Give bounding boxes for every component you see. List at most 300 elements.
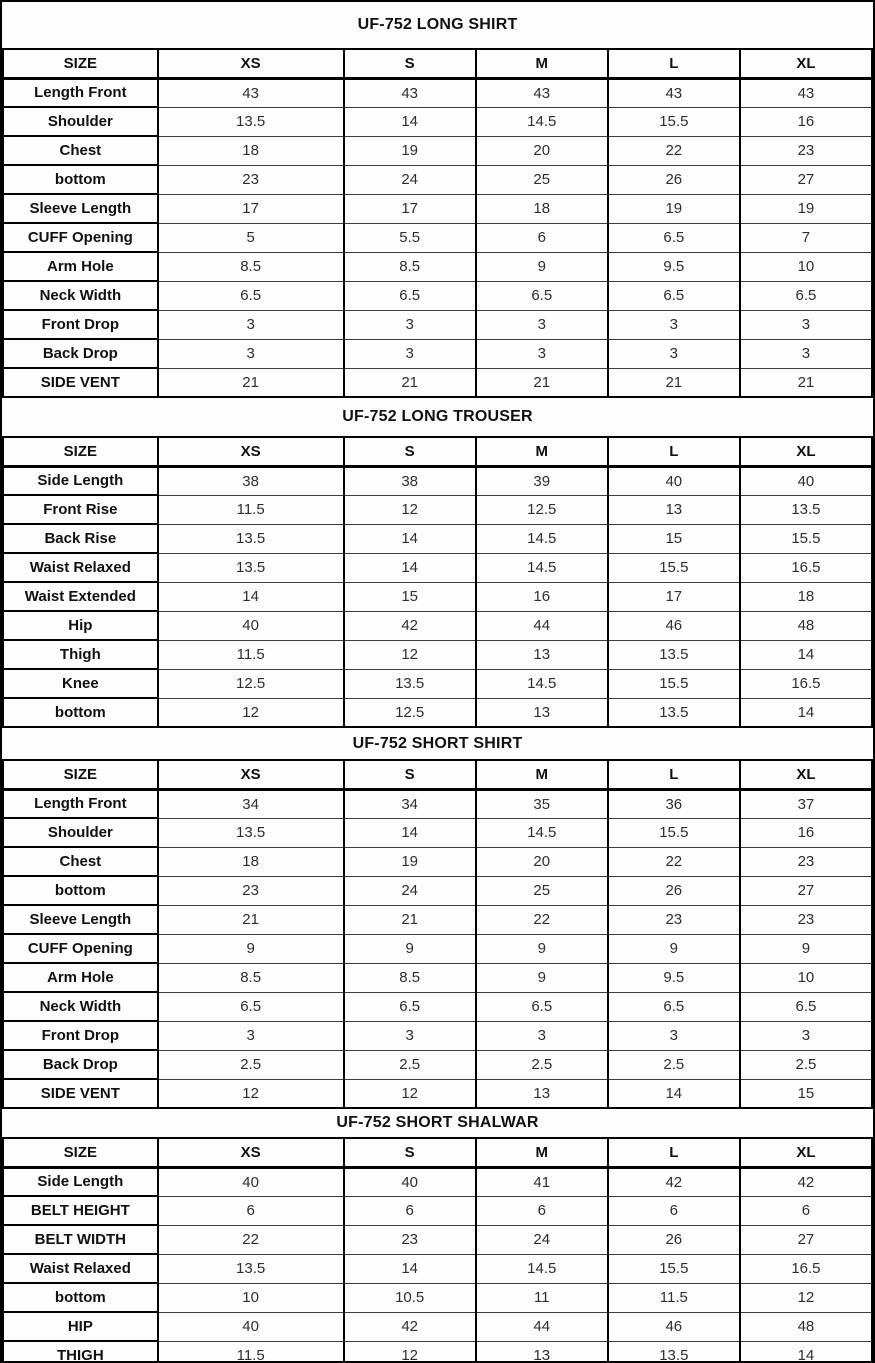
measurement-value-cell: 22: [158, 1225, 344, 1254]
measurement-value-cell: 14: [344, 553, 476, 582]
measurement-value-cell: 3: [608, 339, 740, 368]
measurement-value-cell: 2.5: [158, 1050, 344, 1079]
size-column-header-cell: XL: [740, 437, 872, 466]
measurement-value-cell: 12: [158, 698, 344, 727]
row-label-cell: Knee: [3, 669, 158, 698]
measurement-value-cell: 14.5: [476, 107, 608, 136]
measurement-value-cell: 9.5: [608, 252, 740, 281]
measurement-value-cell: 6.5: [158, 281, 344, 310]
measurement-value-cell: 13.5: [740, 495, 872, 524]
measurement-value-cell: 43: [740, 78, 872, 107]
measurement-value-cell: 43: [158, 78, 344, 107]
row-label-cell: Chest: [3, 136, 158, 165]
header-row: [3, 49, 872, 78]
row-label-cell: Thigh: [3, 640, 158, 669]
measurement-value-cell: 23: [158, 876, 344, 905]
measurement-value-cell: 3: [608, 310, 740, 339]
measurement-value-cell: 27: [740, 165, 872, 194]
row-label-cell: Chest: [3, 847, 158, 876]
measurement-value-cell: 18: [476, 194, 608, 223]
measurement-value-cell: 3: [344, 339, 476, 368]
measurement-row: [3, 252, 872, 281]
measurement-value-cell: 16: [740, 818, 872, 847]
size-column-header-cell: XL: [740, 1138, 872, 1167]
measurement-value-cell: 14: [344, 524, 476, 553]
measurement-value-cell: 25: [476, 165, 608, 194]
measurement-value-cell: 21: [344, 368, 476, 397]
size-column-header-cell: S: [344, 437, 476, 466]
measurement-value-cell: 24: [344, 165, 476, 194]
measurement-value-cell: 22: [608, 136, 740, 165]
measurement-value-cell: 14: [344, 1254, 476, 1283]
measurement-value-cell: 14: [608, 1079, 740, 1108]
measurement-row: [3, 136, 872, 165]
measurement-value-cell: 10: [740, 252, 872, 281]
measurement-value-cell: 14.5: [476, 818, 608, 847]
measurement-value-cell: 3: [158, 1021, 344, 1050]
measurement-value-cell: 34: [158, 789, 344, 818]
measurement-value-cell: 9: [476, 934, 608, 963]
measurement-value-cell: 12: [740, 1283, 872, 1312]
measurement-value-cell: 26: [608, 1225, 740, 1254]
measurement-value-cell: 13.5: [344, 669, 476, 698]
measurement-value-cell: 27: [740, 1225, 872, 1254]
measurement-value-cell: 15.5: [608, 669, 740, 698]
row-label-cell: Waist Relaxed: [3, 1254, 158, 1283]
measurement-value-cell: 15.5: [740, 524, 872, 553]
measurement-value-cell: 22: [608, 847, 740, 876]
row-label-cell: Front Drop: [3, 1021, 158, 1050]
measurement-row: [3, 310, 872, 339]
row-label-cell: Length Front: [3, 789, 158, 818]
measurement-value-cell: 16.5: [740, 553, 872, 582]
row-label-cell: Front Rise: [3, 495, 158, 524]
measurement-value-cell: 40: [158, 1312, 344, 1341]
measurement-row: [3, 165, 872, 194]
measurement-value-cell: 16.5: [740, 1254, 872, 1283]
measurement-row: [3, 107, 872, 136]
measurement-value-cell: 35: [476, 789, 608, 818]
measurement-value-cell: 8.5: [158, 252, 344, 281]
table-title-long-trouser: UF-752 LONG TROUSER: [342, 408, 533, 425]
measurement-value-cell: 38: [344, 466, 476, 495]
size-label-header-cell: SIZE: [3, 49, 158, 78]
measurement-value-cell: 24: [344, 876, 476, 905]
measurement-value-cell: 40: [608, 466, 740, 495]
measurement-value-cell: 2.5: [476, 1050, 608, 1079]
measurement-value-cell: 46: [608, 611, 740, 640]
measurement-value-cell: 13: [476, 640, 608, 669]
measurement-value-cell: 6.5: [740, 281, 872, 310]
measurement-value-cell: 13.5: [608, 698, 740, 727]
measurement-value-cell: 14.5: [476, 669, 608, 698]
measurement-row: [3, 1167, 872, 1196]
measurement-value-cell: 23: [740, 847, 872, 876]
measurement-row: [3, 495, 872, 524]
measurement-row: [3, 698, 872, 727]
table-title-short-shirt: UF-752 SHORT SHIRT: [352, 734, 523, 752]
row-label-cell: Back Rise: [3, 524, 158, 553]
measurement-value-cell: 16: [740, 107, 872, 136]
size-column-header-cell: XS: [158, 437, 344, 466]
measurement-value-cell: 17: [158, 194, 344, 223]
measurement-value-cell: 9: [344, 934, 476, 963]
size-column-header-cell: L: [608, 1138, 740, 1167]
measurement-row: [3, 466, 872, 495]
row-label-cell: Hip: [3, 611, 158, 640]
header-row: [3, 437, 872, 466]
measurement-value-cell: 21: [608, 368, 740, 397]
measurement-row: [3, 905, 872, 934]
measurement-value-cell: 13.5: [158, 1254, 344, 1283]
size-table-long-trouser: [2, 436, 873, 728]
size-label-header-cell: SIZE: [3, 1138, 158, 1167]
measurement-value-cell: 6.5: [608, 992, 740, 1021]
measurement-row: [3, 992, 872, 1021]
measurement-value-cell: 40: [158, 611, 344, 640]
measurement-value-cell: 13.5: [158, 818, 344, 847]
measurement-value-cell: 6: [344, 1196, 476, 1225]
measurement-row: [3, 524, 872, 553]
measurement-value-cell: 6.5: [344, 992, 476, 1021]
row-label-cell: Waist Extended: [3, 582, 158, 611]
row-label-cell: SIDE VENT: [3, 1079, 158, 1108]
measurement-value-cell: 3: [344, 310, 476, 339]
measurement-value-cell: 5.5: [344, 223, 476, 252]
measurement-value-cell: 21: [476, 368, 608, 397]
measurement-row: [3, 934, 872, 963]
measurement-value-cell: 3: [740, 339, 872, 368]
row-label-cell: CUFF Opening: [3, 223, 158, 252]
measurement-value-cell: 42: [344, 1312, 476, 1341]
measurement-value-cell: 40: [740, 466, 872, 495]
header-row: [3, 760, 872, 789]
size-column-header-cell: M: [476, 49, 608, 78]
measurement-value-cell: 10: [158, 1283, 344, 1312]
size-column-header-cell: L: [608, 49, 740, 78]
measurement-value-cell: 6.5: [344, 281, 476, 310]
row-label-cell: Back Drop: [3, 339, 158, 368]
measurement-value-cell: 9: [158, 934, 344, 963]
measurement-value-cell: 6: [608, 1196, 740, 1225]
measurement-row: [3, 1312, 872, 1341]
row-label-cell: Front Drop: [3, 310, 158, 339]
measurement-value-cell: 3: [158, 310, 344, 339]
measurement-value-cell: 48: [740, 611, 872, 640]
measurement-row: [3, 368, 872, 397]
measurement-value-cell: 16: [476, 582, 608, 611]
row-label-cell: Shoulder: [3, 107, 158, 136]
measurement-value-cell: 14.5: [476, 524, 608, 553]
measurement-value-cell: 3: [740, 1021, 872, 1050]
row-label-cell: HIP: [3, 1312, 158, 1341]
measurement-value-cell: 39: [476, 466, 608, 495]
row-label-cell: BELT WIDTH: [3, 1225, 158, 1254]
size-column-header-cell: S: [344, 49, 476, 78]
size-label-header-cell: SIZE: [3, 760, 158, 789]
measurement-value-cell: 26: [608, 876, 740, 905]
measurement-value-cell: 6.5: [740, 992, 872, 1021]
measurement-value-cell: 36: [608, 789, 740, 818]
measurement-value-cell: 14: [344, 107, 476, 136]
measurement-value-cell: 38: [158, 466, 344, 495]
size-table-short-shirt: [2, 759, 873, 1109]
measurement-value-cell: 12.5: [476, 495, 608, 524]
size-column-header-cell: XS: [158, 760, 344, 789]
size-column-header-cell: M: [476, 760, 608, 789]
measurement-value-cell: 6.5: [476, 992, 608, 1021]
measurement-value-cell: 13: [476, 698, 608, 727]
measurement-value-cell: 10: [740, 963, 872, 992]
measurement-value-cell: 44: [476, 1312, 608, 1341]
measurement-value-cell: 15.5: [608, 553, 740, 582]
measurement-value-cell: 6.5: [476, 281, 608, 310]
measurement-value-cell: 6.5: [158, 992, 344, 1021]
measurement-value-cell: 13.5: [158, 524, 344, 553]
row-label-cell: Side Length: [3, 466, 158, 495]
measurement-value-cell: 26: [608, 165, 740, 194]
measurement-value-cell: 37: [740, 789, 872, 818]
header-row: [3, 1138, 872, 1167]
size-column-header-cell: XL: [740, 760, 872, 789]
measurement-value-cell: 15.5: [608, 1254, 740, 1283]
measurement-row: [3, 640, 872, 669]
row-label-cell: bottom: [3, 1283, 158, 1312]
size-label-header-cell: SIZE: [3, 437, 158, 466]
table-title-long-shirt: UF-752 LONG SHIRT: [357, 16, 518, 33]
measurement-value-cell: 18: [158, 136, 344, 165]
measurement-value-cell: 6: [476, 1196, 608, 1225]
measurement-row: [3, 1079, 872, 1108]
measurement-value-cell: 14: [740, 698, 872, 727]
row-label-cell: Sleeve Length: [3, 905, 158, 934]
measurement-value-cell: 23: [344, 1225, 476, 1254]
measurement-value-cell: 23: [158, 165, 344, 194]
measurement-value-cell: 43: [608, 78, 740, 107]
measurement-value-cell: 21: [158, 905, 344, 934]
measurement-value-cell: 42: [740, 1167, 872, 1196]
measurement-value-cell: 14: [158, 582, 344, 611]
measurement-value-cell: 11.5: [158, 1341, 344, 1363]
measurement-value-cell: 3: [608, 1021, 740, 1050]
measurement-value-cell: 6: [740, 1196, 872, 1225]
measurement-value-cell: 6.5: [608, 281, 740, 310]
measurement-value-cell: 15: [740, 1079, 872, 1108]
measurement-value-cell: 19: [740, 194, 872, 223]
measurement-value-cell: 6: [476, 223, 608, 252]
measurement-value-cell: 15.5: [608, 818, 740, 847]
size-column-header-cell: L: [608, 437, 740, 466]
measurement-value-cell: 21: [740, 368, 872, 397]
row-label-cell: Waist Relaxed: [3, 553, 158, 582]
measurement-value-cell: 14: [344, 818, 476, 847]
measurement-value-cell: 11: [476, 1283, 608, 1312]
measurement-row: [3, 876, 872, 905]
measurement-row: [3, 1050, 872, 1079]
measurement-value-cell: 15: [344, 582, 476, 611]
measurement-value-cell: 16.5: [740, 669, 872, 698]
measurement-value-cell: 12: [344, 495, 476, 524]
size-column-header-cell: L: [608, 760, 740, 789]
measurement-value-cell: 9.5: [608, 963, 740, 992]
measurement-value-cell: 19: [608, 194, 740, 223]
measurement-value-cell: 9: [740, 934, 872, 963]
row-label-cell: SIDE VENT: [3, 368, 158, 397]
measurement-value-cell: 8.5: [344, 963, 476, 992]
measurement-value-cell: 42: [344, 611, 476, 640]
measurement-value-cell: 11.5: [158, 495, 344, 524]
measurement-value-cell: 17: [344, 194, 476, 223]
measurement-value-cell: 14.5: [476, 1254, 608, 1283]
measurement-value-cell: 13: [476, 1079, 608, 1108]
measurement-value-cell: 8.5: [344, 252, 476, 281]
measurement-value-cell: 12: [344, 640, 476, 669]
measurement-row: [3, 1254, 872, 1283]
measurement-row: [3, 789, 872, 818]
measurement-row: [3, 1341, 872, 1363]
measurement-value-cell: 12: [344, 1341, 476, 1363]
measurement-value-cell: 44: [476, 611, 608, 640]
measurement-value-cell: 14: [740, 640, 872, 669]
measurement-row: [3, 1225, 872, 1254]
measurement-value-cell: 23: [740, 905, 872, 934]
measurement-value-cell: 6.5: [608, 223, 740, 252]
row-label-cell: Side Length: [3, 1167, 158, 1196]
row-label-cell: bottom: [3, 165, 158, 194]
measurement-value-cell: 13: [476, 1341, 608, 1363]
measurement-value-cell: 34: [344, 789, 476, 818]
measurement-value-cell: 13.5: [608, 640, 740, 669]
measurement-value-cell: 13.5: [608, 1341, 740, 1363]
measurement-value-cell: 13.5: [158, 553, 344, 582]
row-label-cell: Neck Width: [3, 992, 158, 1021]
measurement-value-cell: 25: [476, 876, 608, 905]
measurement-value-cell: 12: [344, 1079, 476, 1108]
measurement-value-cell: 46: [608, 1312, 740, 1341]
size-column-header-cell: M: [476, 437, 608, 466]
measurement-value-cell: 23: [740, 136, 872, 165]
measurement-row: [3, 582, 872, 611]
row-label-cell: Arm Hole: [3, 252, 158, 281]
measurement-value-cell: 3: [344, 1021, 476, 1050]
measurement-value-cell: 12: [158, 1079, 344, 1108]
row-label-cell: Length Front: [3, 78, 158, 107]
measurement-row: [3, 1021, 872, 1050]
size-column-header-cell: S: [344, 760, 476, 789]
row-label-cell: Sleeve Length: [3, 194, 158, 223]
measurement-value-cell: 6: [158, 1196, 344, 1225]
measurement-value-cell: 24: [476, 1225, 608, 1254]
measurement-row: [3, 1196, 872, 1225]
measurement-value-cell: 43: [476, 78, 608, 107]
row-label-cell: Arm Hole: [3, 963, 158, 992]
measurement-value-cell: 21: [344, 905, 476, 934]
measurement-value-cell: 12.5: [158, 669, 344, 698]
measurement-value-cell: 9: [476, 252, 608, 281]
size-table-short-shalwar: [2, 1137, 873, 1363]
measurement-value-cell: 3: [476, 339, 608, 368]
measurement-value-cell: 27: [740, 876, 872, 905]
measurement-value-cell: 11.5: [158, 640, 344, 669]
measurement-value-cell: 2.5: [608, 1050, 740, 1079]
measurement-value-cell: 21: [158, 368, 344, 397]
size-column-header-cell: XS: [158, 1138, 344, 1167]
measurement-value-cell: 3: [740, 310, 872, 339]
measurement-row: [3, 847, 872, 876]
measurement-row: [3, 963, 872, 992]
measurement-value-cell: 19: [344, 136, 476, 165]
measurement-value-cell: 18: [158, 847, 344, 876]
measurement-value-cell: 5: [158, 223, 344, 252]
measurement-value-cell: 43: [344, 78, 476, 107]
measurement-row: [3, 1283, 872, 1312]
row-label-cell: Neck Width: [3, 281, 158, 310]
measurement-row: [3, 669, 872, 698]
row-label-cell: THIGH: [3, 1341, 158, 1363]
measurement-row: [3, 194, 872, 223]
size-table-long-shirt: [2, 48, 873, 398]
measurement-row: [3, 818, 872, 847]
measurement-value-cell: 9: [608, 934, 740, 963]
measurement-value-cell: 8.5: [158, 963, 344, 992]
size-column-header-cell: S: [344, 1138, 476, 1167]
row-label-cell: CUFF Opening: [3, 934, 158, 963]
measurement-value-cell: 18: [740, 582, 872, 611]
measurement-value-cell: 10.5: [344, 1283, 476, 1312]
measurement-value-cell: 19: [344, 847, 476, 876]
size-column-header-cell: XL: [740, 49, 872, 78]
row-label-cell: Shoulder: [3, 818, 158, 847]
row-label-cell: bottom: [3, 698, 158, 727]
measurement-row: [3, 78, 872, 107]
measurement-value-cell: 2.5: [344, 1050, 476, 1079]
measurement-value-cell: 15.5: [608, 107, 740, 136]
measurement-value-cell: 17: [608, 582, 740, 611]
measurement-value-cell: 11.5: [608, 1283, 740, 1312]
measurement-value-cell: 42: [608, 1167, 740, 1196]
measurement-value-cell: 3: [476, 310, 608, 339]
size-column-header-cell: XS: [158, 49, 344, 78]
measurement-value-cell: 41: [476, 1167, 608, 1196]
measurement-value-cell: 15: [608, 524, 740, 553]
measurement-value-cell: 2.5: [740, 1050, 872, 1079]
measurement-value-cell: 13.5: [158, 107, 344, 136]
measurement-row: [3, 339, 872, 368]
measurement-row: [3, 223, 872, 252]
measurement-row: [3, 281, 872, 310]
measurement-value-cell: 3: [158, 339, 344, 368]
measurement-value-cell: 12.5: [344, 698, 476, 727]
row-label-cell: BELT HEIGHT: [3, 1196, 158, 1225]
table-title-short-shalwar: UF-752 SHORT SHALWAR: [336, 1114, 539, 1131]
measurement-value-cell: 48: [740, 1312, 872, 1341]
measurement-value-cell: 13: [608, 495, 740, 524]
row-label-cell: bottom: [3, 876, 158, 905]
measurement-value-cell: 3: [476, 1021, 608, 1050]
size-column-header-cell: M: [476, 1138, 608, 1167]
measurement-value-cell: 22: [476, 905, 608, 934]
measurement-value-cell: 40: [344, 1167, 476, 1196]
measurement-value-cell: 40: [158, 1167, 344, 1196]
measurement-value-cell: 23: [608, 905, 740, 934]
measurement-value-cell: 14.5: [476, 553, 608, 582]
row-label-cell: Back Drop: [3, 1050, 158, 1079]
measurement-value-cell: 20: [476, 136, 608, 165]
measurement-value-cell: 14: [740, 1341, 872, 1363]
measurement-value-cell: 7: [740, 223, 872, 252]
measurement-value-cell: 20: [476, 847, 608, 876]
measurement-row: [3, 553, 872, 582]
